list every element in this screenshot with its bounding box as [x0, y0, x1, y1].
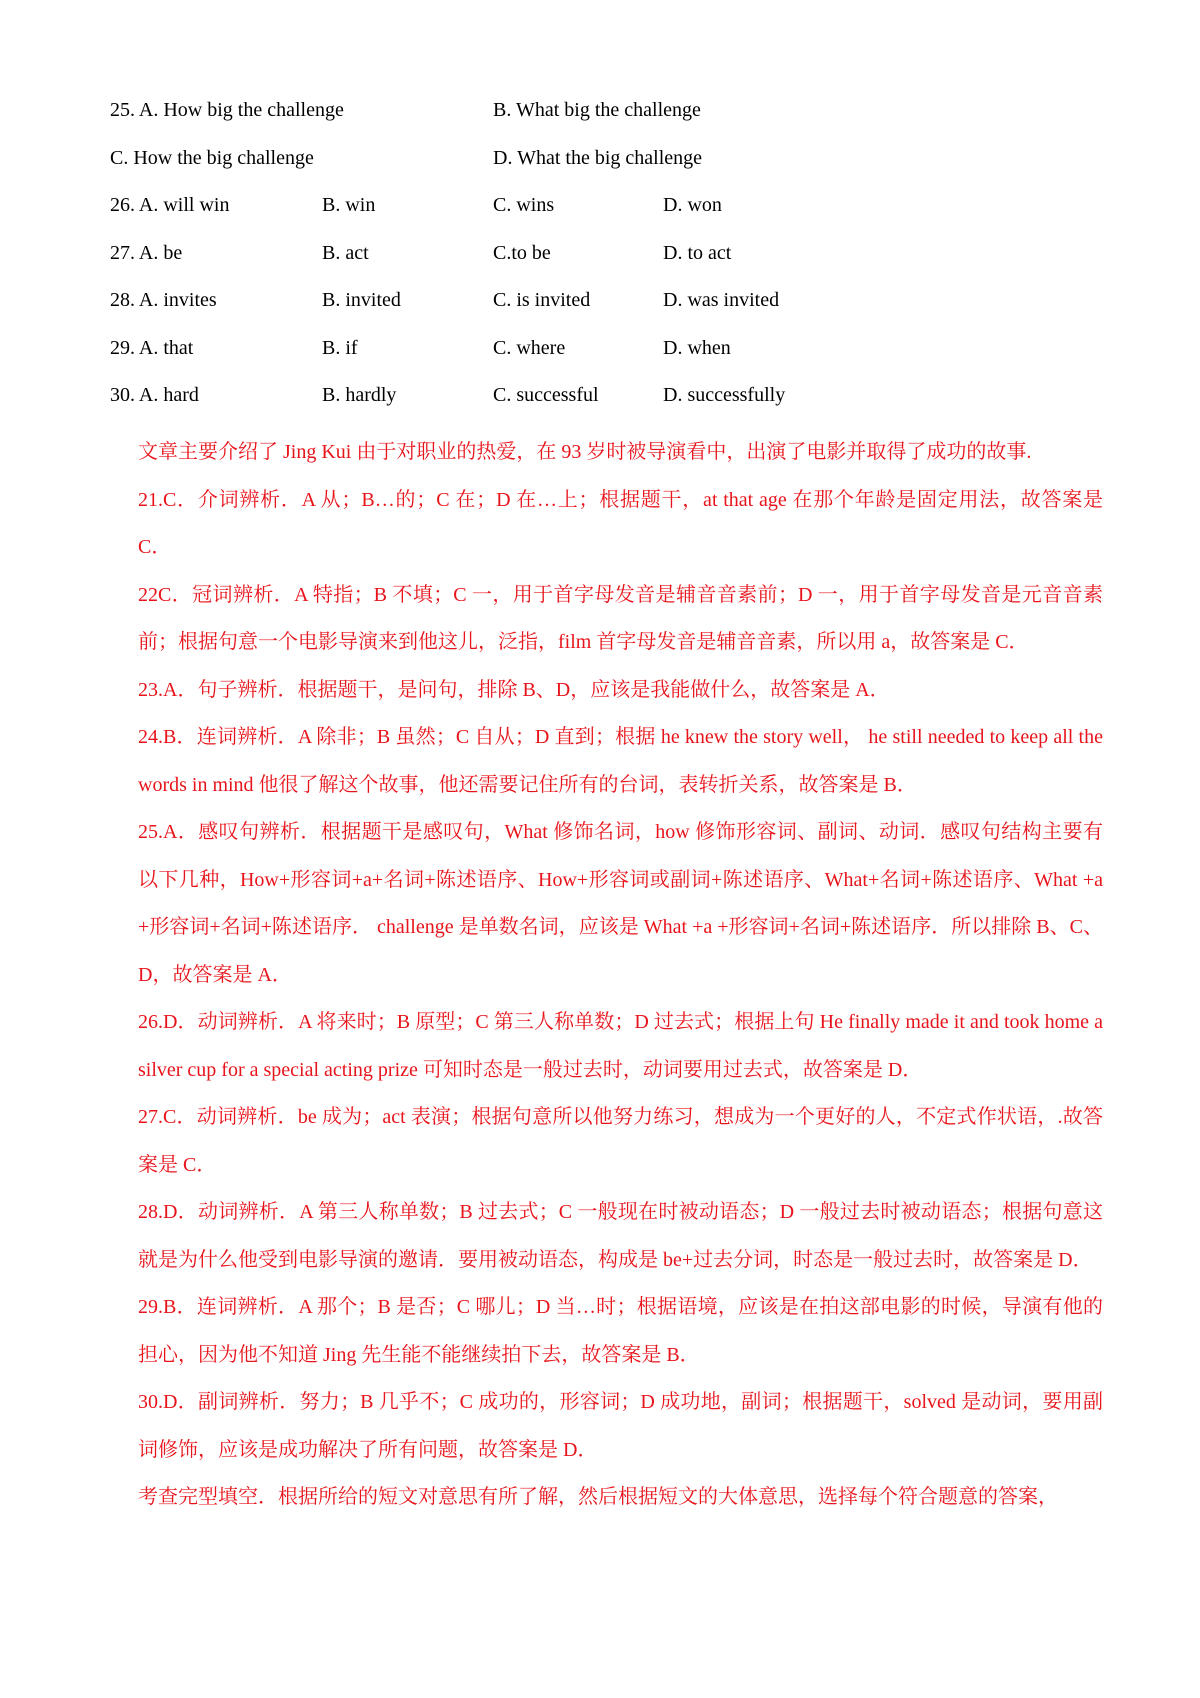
option-row-30 [110, 383, 1110, 431]
option-29-b: B. if [322, 336, 358, 359]
analysis-summary: 文章主要介绍了 Jing Kui 由于对职业的热爱，在 93 岁时被导演看中，出演了电影并取得了成功的故事. [138, 441, 1032, 463]
option-26-b: B. win [322, 194, 376, 216]
option-30-a: 30. A. hard [110, 384, 199, 406]
analysis-21: 21.C．介词辨析．A 从；B…的；C 在；D 在…上；根据题干，at that age 在那个年龄是固定用法，故答案是 C． [138, 488, 1103, 558]
option-25-b: B. What big the challenge [493, 99, 701, 121]
analysis-29: 29.B．连词辨析．A 那个；B 是否；C 哪儿；D 当…时；根据语境，应该是在拍这部电影的时候，导演有他的担心，因为他不知道 Jing 先生能不能继续拍下去，故答案是 B． [138, 1296, 1103, 1366]
analysis-22: 22C．冠词辨析．A 特指；B 不填；C 一，用于首字母发音是辅音音素前；D 一，用于首字母发音是元音音素前；根据句意一个电影导演来到他这儿，泛指，film 首字母发音是辅音音素，所以用 a，故答案是 C． [138, 583, 1103, 653]
analysis-27: 27.C．动词辨析．be 成为；act 表演；根据句意所以他努力练习，想成为一个更好的人，不定式作状语，.故答案是 C． [138, 1106, 1103, 1176]
option-30-d: D. successfully [663, 384, 786, 406]
analysis-28: 28.D．动词辨析．A 第三人称单数；B 过去式；C 一般现在时被动语态；D 一般过去时被动语态；根据句意这就是为什么他受到电影导演的邀请．要用被动语态，构成是 be+过去分词，时态是一般过去时，故答案是 D． [138, 1201, 1103, 1271]
option-27-c: C.to be [493, 241, 551, 264]
analysis-24: 24.B．连词辨析．A 除非；B 虽然；C 自从；D 直到；根据 he knew the story well， he still needed to keep all the words in mind 他很了解这个故事，他还需要记住所有的台词，表转折关系，故答案是 B． [138, 726, 1103, 796]
answer-options [110, 98, 1110, 431]
option-row-28 [110, 288, 1110, 336]
option-27-b: B. act [322, 241, 369, 264]
option-29-c: C. where [493, 336, 566, 359]
option-25-a: 25. A. How big the challenge [110, 99, 344, 121]
option-28-c: C. is invited [493, 289, 591, 311]
option-29-d: D. when [663, 336, 731, 359]
option-row-29 [110, 336, 1110, 384]
option-29-a: 29. A. that [110, 336, 194, 359]
option-28-a: 28. A. invites [110, 289, 217, 311]
option-26-c: C. wins [493, 194, 555, 216]
option-row-26 [110, 193, 1110, 241]
option-30-b: B. hardly [322, 384, 397, 406]
analysis-conclusion: 考查完型填空．根据所给的短文对意思有所了解，然后根据短文的大体意思，选择每个符合题意的答案， [138, 1486, 1058, 1508]
analysis-23: 23.A．句子辨析．根据题干，是问句，排除 B、D，应该是我能做什么，故答案是 A． [138, 678, 890, 701]
option-27-d: D. to act [663, 241, 732, 264]
option-row-25 [110, 98, 1110, 146]
option-25-c: C. How the big challenge [110, 146, 314, 169]
option-25-d: D. What the big challenge [493, 146, 703, 169]
answer-analysis [138, 429, 1103, 1522]
option-row-25-cd [110, 146, 1110, 194]
option-28-d: D. was invited [663, 289, 780, 311]
option-26-a: 26. A. will win [110, 194, 230, 216]
option-26-d: D. won [663, 194, 722, 216]
option-28-b: B. invited [322, 289, 401, 311]
analysis-26: 26.D．动词辨析．A 将来时；B 原型；C 第三人称单数；D 过去式；根据上句 He finally made it and took home a silver cup for a special acting prize 可知时态是一般过去时，动词要用过去式，故答案是 D． [138, 1011, 1103, 1081]
option-30-c: C. successful [493, 384, 599, 406]
analysis-30: 30.D．副词辨析．努力；B 几乎不；C 成功的，形容词；D 成功地，副词；根据题干，solved 是动词，要用副词修饰，应该是成功解决了所有问题，故答案是 D． [138, 1391, 1103, 1461]
option-27-a: 27. A. be [110, 241, 183, 264]
analysis-25: 25.A．感叹句辨析．根据题干是感叹句，What 修饰名词，how 修饰形容词、副词、动词．感叹句结构主要有以下几种，How+形容词+a+名词+陈述语序、How+形容词或副词+陈述语序、What+名词+陈述语序、What +a +形容词+名词+陈述语序． challenge 是单数名词，应该是 What +a +形容词+名词+陈述语序．所以排除 B、C、D，故答案是 A． [138, 821, 1103, 986]
option-row-27 [110, 241, 1110, 289]
